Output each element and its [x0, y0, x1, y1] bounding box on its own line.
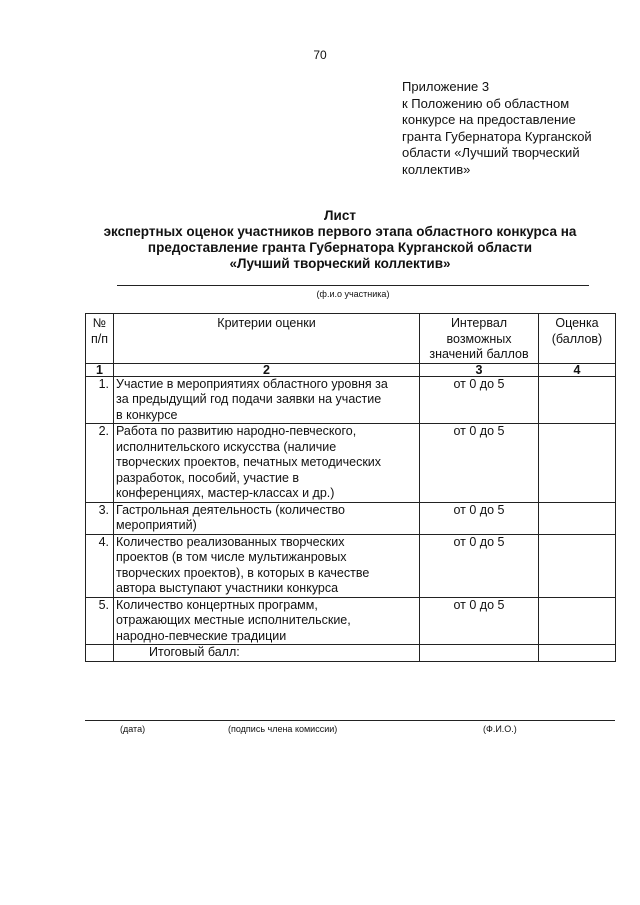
table-row — [86, 534, 616, 597]
criteria-line: Участие в мероприятиях областного уровня за — [116, 376, 388, 391]
table-header-row — [86, 314, 616, 364]
total-score-cell[interactable] — [539, 645, 616, 662]
title-line: «Лучший творческий коллектив» — [229, 256, 451, 271]
criteria-line: Гастрольная деятельность (количество — [116, 502, 345, 517]
row-number: 3. — [86, 502, 114, 534]
table-row — [86, 597, 616, 645]
criteria-line: за предыдущий год подачи заявки на участие — [116, 392, 382, 406]
date-caption: (дата) — [120, 724, 146, 734]
header-interval-line: Интервал — [450, 316, 508, 330]
criteria-line: конференциях, мастер-классах и др.) — [116, 486, 335, 500]
header-num-line: № — [92, 316, 107, 330]
score-cell[interactable] — [539, 534, 616, 597]
table-row — [86, 424, 616, 503]
row-interval: от 0 до 5 — [420, 502, 539, 534]
score-cell[interactable] — [539, 424, 616, 503]
header-num-line: п/п — [90, 331, 108, 346]
participant-caption: (ф.и.о участника) — [316, 289, 390, 299]
row-number: 1. — [86, 376, 114, 424]
column-number: 4 — [539, 363, 616, 376]
criteria-line: творческих проектов, печатных методических — [116, 455, 382, 469]
page-number: 70 — [313, 48, 327, 62]
criteria-line: Количество реализованных творческих — [116, 534, 345, 549]
total-row — [86, 645, 616, 662]
row-criteria — [114, 534, 420, 597]
column-number: 1 — [86, 363, 114, 376]
header-interval-line: возможных — [446, 331, 512, 346]
row-number: 5. — [86, 597, 114, 645]
total-label: Итоговый балл: — [114, 645, 420, 662]
score-cell[interactable] — [539, 597, 616, 645]
row-criteria — [114, 597, 420, 645]
score-cell[interactable] — [539, 376, 616, 424]
criteria-line: исполнительского искусства (наличие — [116, 439, 337, 454]
participant-name-line — [117, 285, 589, 286]
total-interval-cell — [420, 645, 539, 662]
criteria-line: мероприятий) — [116, 518, 197, 532]
score-cell[interactable] — [539, 502, 616, 534]
row-criteria — [114, 502, 420, 534]
document-title — [40, 208, 640, 272]
criteria-line: разработок, пособий, участие в — [116, 470, 300, 485]
row-number: 4. — [86, 534, 114, 597]
appendix-line: гранта Губернатора Курганской — [402, 128, 592, 144]
header-score-line: Оценка — [555, 316, 599, 330]
column-number: 2 — [114, 363, 420, 376]
total-num-cell — [86, 645, 114, 662]
column-number: 3 — [420, 363, 539, 376]
criteria-line: автора выступают участники конкурса — [116, 581, 339, 595]
criteria-line: проектов (в том числе мультижанровых — [116, 550, 347, 564]
row-interval: от 0 до 5 — [420, 534, 539, 597]
title-line: предоставление гранта Губернатора Курганской области — [147, 240, 533, 255]
header-num — [86, 314, 114, 364]
row-interval: от 0 до 5 — [420, 424, 539, 503]
row-criteria — [114, 424, 420, 503]
appendix-line: коллектив» — [402, 161, 471, 177]
row-number: 2. — [86, 424, 114, 503]
header-interval-line: значений баллов — [429, 347, 529, 361]
header-score-line: (баллов) — [551, 331, 603, 346]
column-number-row — [86, 363, 616, 376]
table-row — [86, 502, 616, 534]
evaluation-table — [85, 313, 616, 662]
criteria-line: народно-певческие традиции — [116, 628, 287, 643]
title-line: Лист — [324, 208, 356, 223]
appendix-line: Приложение 3 — [402, 79, 490, 94]
criteria-line: творческих проектов), в которых в качестве — [116, 565, 370, 580]
row-criteria — [114, 376, 420, 424]
criteria-line: Количество концертных программ, — [116, 597, 318, 612]
row-interval: от 0 до 5 — [420, 597, 539, 645]
appendix-line: области «Лучший творческий — [402, 145, 580, 160]
criteria-line: отражающих местные исполнительские, — [116, 613, 351, 627]
criteria-line: в конкурсе — [116, 407, 178, 422]
header-criteria: Критерии оценки — [114, 314, 420, 364]
criteria-line: Работа по развитию народно-певческого, — [116, 424, 357, 438]
full-name-caption: (Ф.И.О.) — [483, 724, 517, 734]
signature-caption: (подпись члена комиссии) — [228, 724, 338, 734]
appendix-line: конкурсе на предоставление — [402, 112, 576, 127]
title-line: экспертных оценок участников первого этапа областного конкурса на — [103, 224, 577, 239]
table-row — [86, 376, 616, 424]
signature-line — [85, 720, 615, 721]
appendix-line: к Положению об областном — [402, 95, 570, 111]
row-interval: от 0 до 5 — [420, 376, 539, 424]
header-score — [539, 314, 616, 364]
header-interval — [420, 314, 539, 364]
appendix-note — [402, 79, 627, 178]
